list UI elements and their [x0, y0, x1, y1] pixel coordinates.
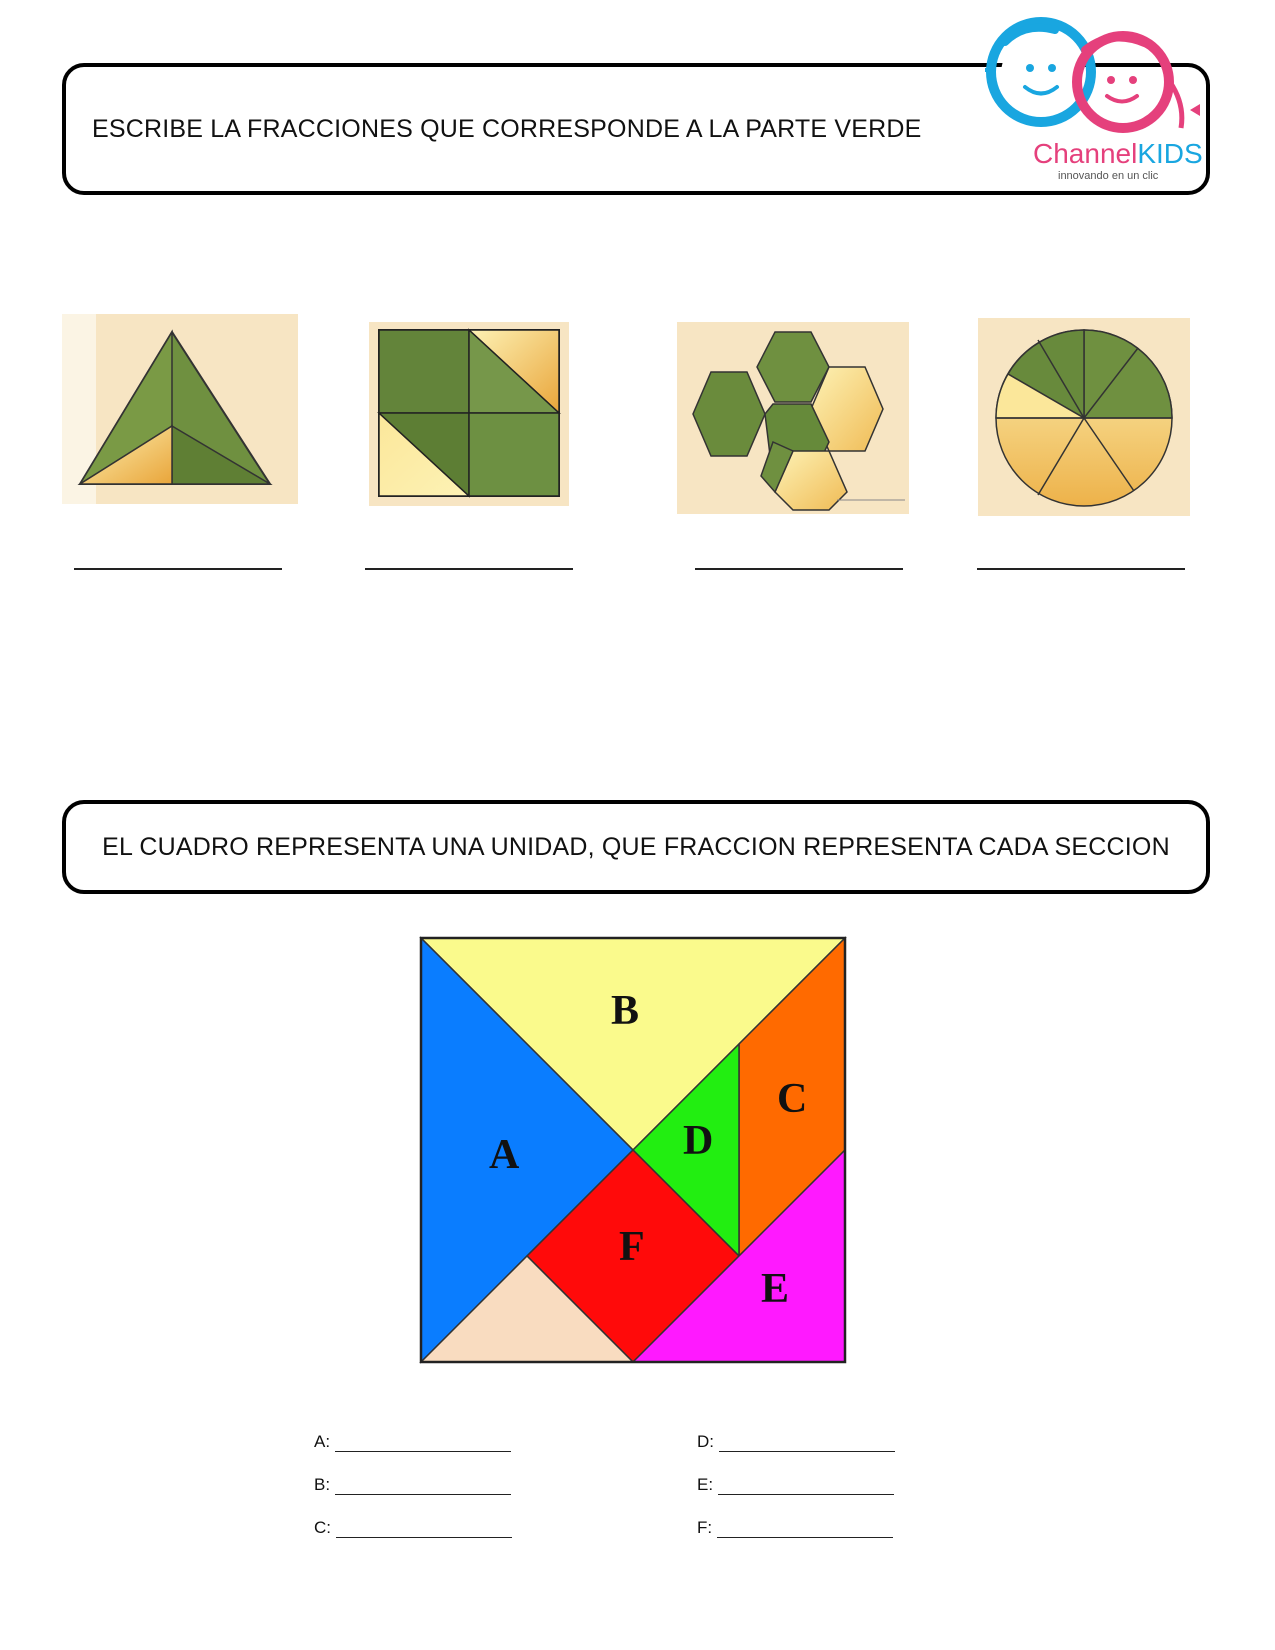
- logo-tagline: innovando en un clic: [1058, 170, 1159, 182]
- answer-line-c[interactable]: [336, 1523, 512, 1538]
- answer-blank-1[interactable]: [74, 568, 282, 570]
- fraction-figure-hexagons: [677, 322, 909, 514]
- tangram-label-d: D: [683, 1118, 714, 1164]
- answer-row-b[interactable]: B:: [314, 1475, 511, 1495]
- answer-blank-3[interactable]: [695, 568, 903, 570]
- tangram-label-a: A: [489, 1132, 520, 1178]
- answer-line-a[interactable]: [335, 1437, 511, 1452]
- tangram-label-c: C: [777, 1076, 808, 1122]
- tangram-square: [419, 936, 851, 1368]
- tangram-label-f: F: [619, 1224, 645, 1270]
- answer-row-d[interactable]: D:: [697, 1432, 895, 1452]
- logo-wordmark: ChannelKIDS: [1033, 138, 1203, 169]
- fraction-figure-square: [369, 322, 569, 506]
- tangram-label-e: E: [761, 1266, 790, 1312]
- answer-row-c[interactable]: C:: [314, 1518, 512, 1538]
- tangram-label-b: B: [611, 988, 640, 1034]
- answer-row-f[interactable]: F:: [697, 1518, 893, 1538]
- answer-row-e[interactable]: E:: [697, 1475, 894, 1495]
- answer-blank-4[interactable]: [977, 568, 1185, 570]
- instruction-text-1: ESCRIBE LA FRACCIONES QUE CORRESPONDE A LA PARTE VERDE: [92, 114, 922, 143]
- answer-row-a[interactable]: A:: [314, 1432, 511, 1452]
- answer-blank-2[interactable]: [365, 568, 573, 570]
- instruction-box-2: [62, 800, 1210, 894]
- answer-line-e[interactable]: [718, 1480, 894, 1495]
- answer-line-d[interactable]: [719, 1437, 895, 1452]
- answer-line-f[interactable]: [717, 1523, 893, 1538]
- instruction-text-2: EL CUADRO REPRESENTA UNA UNIDAD, QUE FRACCION REPRESENTA CADA SECCION: [102, 832, 1170, 861]
- answer-line-b[interactable]: [335, 1480, 511, 1495]
- fraction-figure-triangle: [62, 314, 298, 504]
- fraction-figure-circle: [978, 318, 1190, 516]
